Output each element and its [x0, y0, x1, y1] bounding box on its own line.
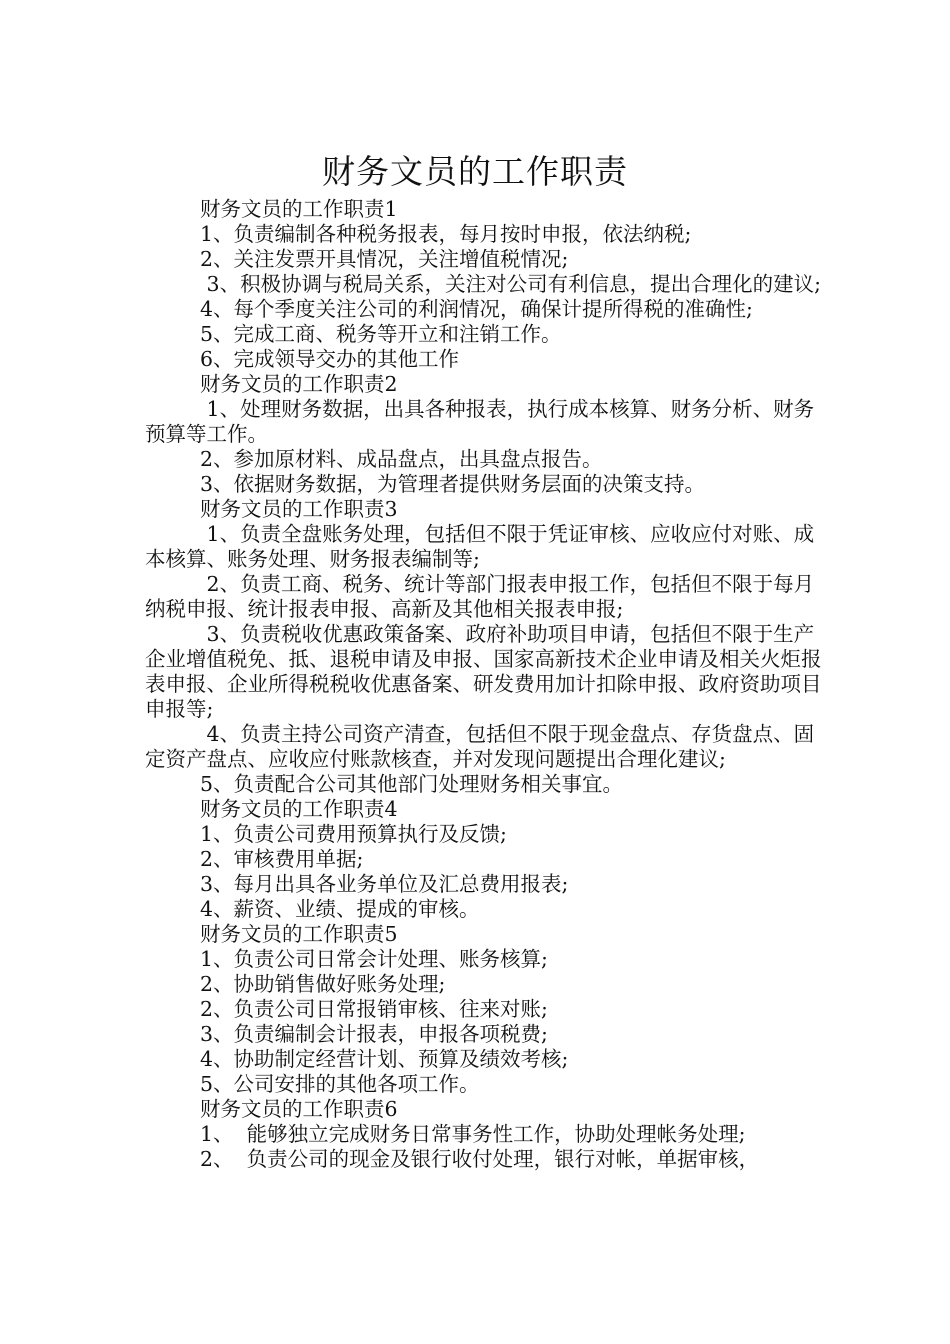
duty-item: 1、负责全盘账务处理，包括但不限于凭证审核、应收应付对账、成本核算、账务处理、财务报表编制等;	[145, 522, 815, 571]
document-title: 财务文员的工作职责	[322, 152, 628, 192]
duty-item: 3、积极协调与税局关系，关注对公司有利信息，提出合理化的建议;	[200, 272, 821, 296]
duty-item: 1、 能够独立完成财务日常事务性工作，协助处理帐务处理;	[200, 1122, 746, 1146]
section-heading: 财务文员的工作职责2	[200, 372, 398, 396]
duty-item: 2、关注发票开具情况，关注增值税情况;	[200, 247, 569, 271]
duty-item: 2、负责公司日常报销审核、往来对账;	[200, 997, 548, 1021]
duty-item: 5、公司安排的其他各项工作。	[200, 1072, 480, 1096]
duty-item: 6、完成领导交办的其他工作	[200, 347, 460, 371]
section-heading: 财务文员的工作职责3	[200, 497, 398, 521]
duty-item: 1、负责公司费用预算执行及反馈;	[200, 822, 507, 846]
duty-item: 4、负责主持公司资产清查，包括但不限于现金盘点、存货盘点、固定资产盘点、应收应付账款核查，并对发现问题提出合理化建议;	[145, 722, 815, 771]
duty-item: 2、审核费用单据;	[200, 847, 364, 871]
duty-item: 2、负责工商、税务、统计等部门报表申报工作，包括但不限于每月纳税申报、统计报表申报、高新及其他相关报表申报;	[145, 572, 815, 621]
duty-item: 1、负责编制各种税务报表，每月按时申报，依法纳税;	[200, 222, 692, 246]
section-heading: 财务文员的工作职责4	[200, 797, 398, 821]
duty-item: 3、依据财务数据，为管理者提供财务层面的决策支持。	[200, 472, 706, 496]
duty-item: 4、薪资、业绩、提成的审核。	[200, 897, 480, 921]
duty-item: 4、每个季度关注公司的利润情况，确保计提所得税的准确性;	[200, 297, 753, 321]
duty-item: 2、 负责公司的现金及银行收付处理，银行对帐，单据审核，	[200, 1147, 760, 1171]
duty-item: 3、负责税收优惠政策备案、政府补助项目申请，包括但不限于生产企业增值税免、抵、退税申请及申报、国家高新技术企业申请及相关火炬报表申报、企业所得税税收优惠备案、研发费用加计扣除申报、政府资助项目申报等;	[145, 622, 822, 721]
duty-item: 3、每月出具各业务单位及汇总费用报表;	[200, 872, 569, 896]
section-heading: 财务文员的工作职责1	[200, 197, 398, 221]
duty-item: 2、协助销售做好账务处理;	[200, 972, 446, 996]
section-heading: 财务文员的工作职责5	[200, 922, 398, 946]
duty-item: 4、协助制定经营计划、预算及绩效考核;	[200, 1047, 569, 1071]
document-body	[145, 197, 825, 1172]
duty-item: 5、完成工商、税务等开立和注销工作。	[200, 322, 562, 346]
section-heading: 财务文员的工作职责6	[200, 1097, 398, 1121]
duty-item: 2、参加原材料、成品盘点，出具盘点报告。	[200, 447, 603, 471]
duty-item: 1、处理财务数据，出具各种报表，执行成本核算、财务分析、财务预算等工作。	[145, 397, 815, 446]
duty-item: 5、负责配合公司其他部门处理财务相关事宜。	[200, 772, 624, 796]
duty-item: 1、负责公司日常会计处理、账务核算;	[200, 947, 548, 971]
duty-item: 3、负责编制会计报表，申报各项税费;	[200, 1022, 548, 1046]
